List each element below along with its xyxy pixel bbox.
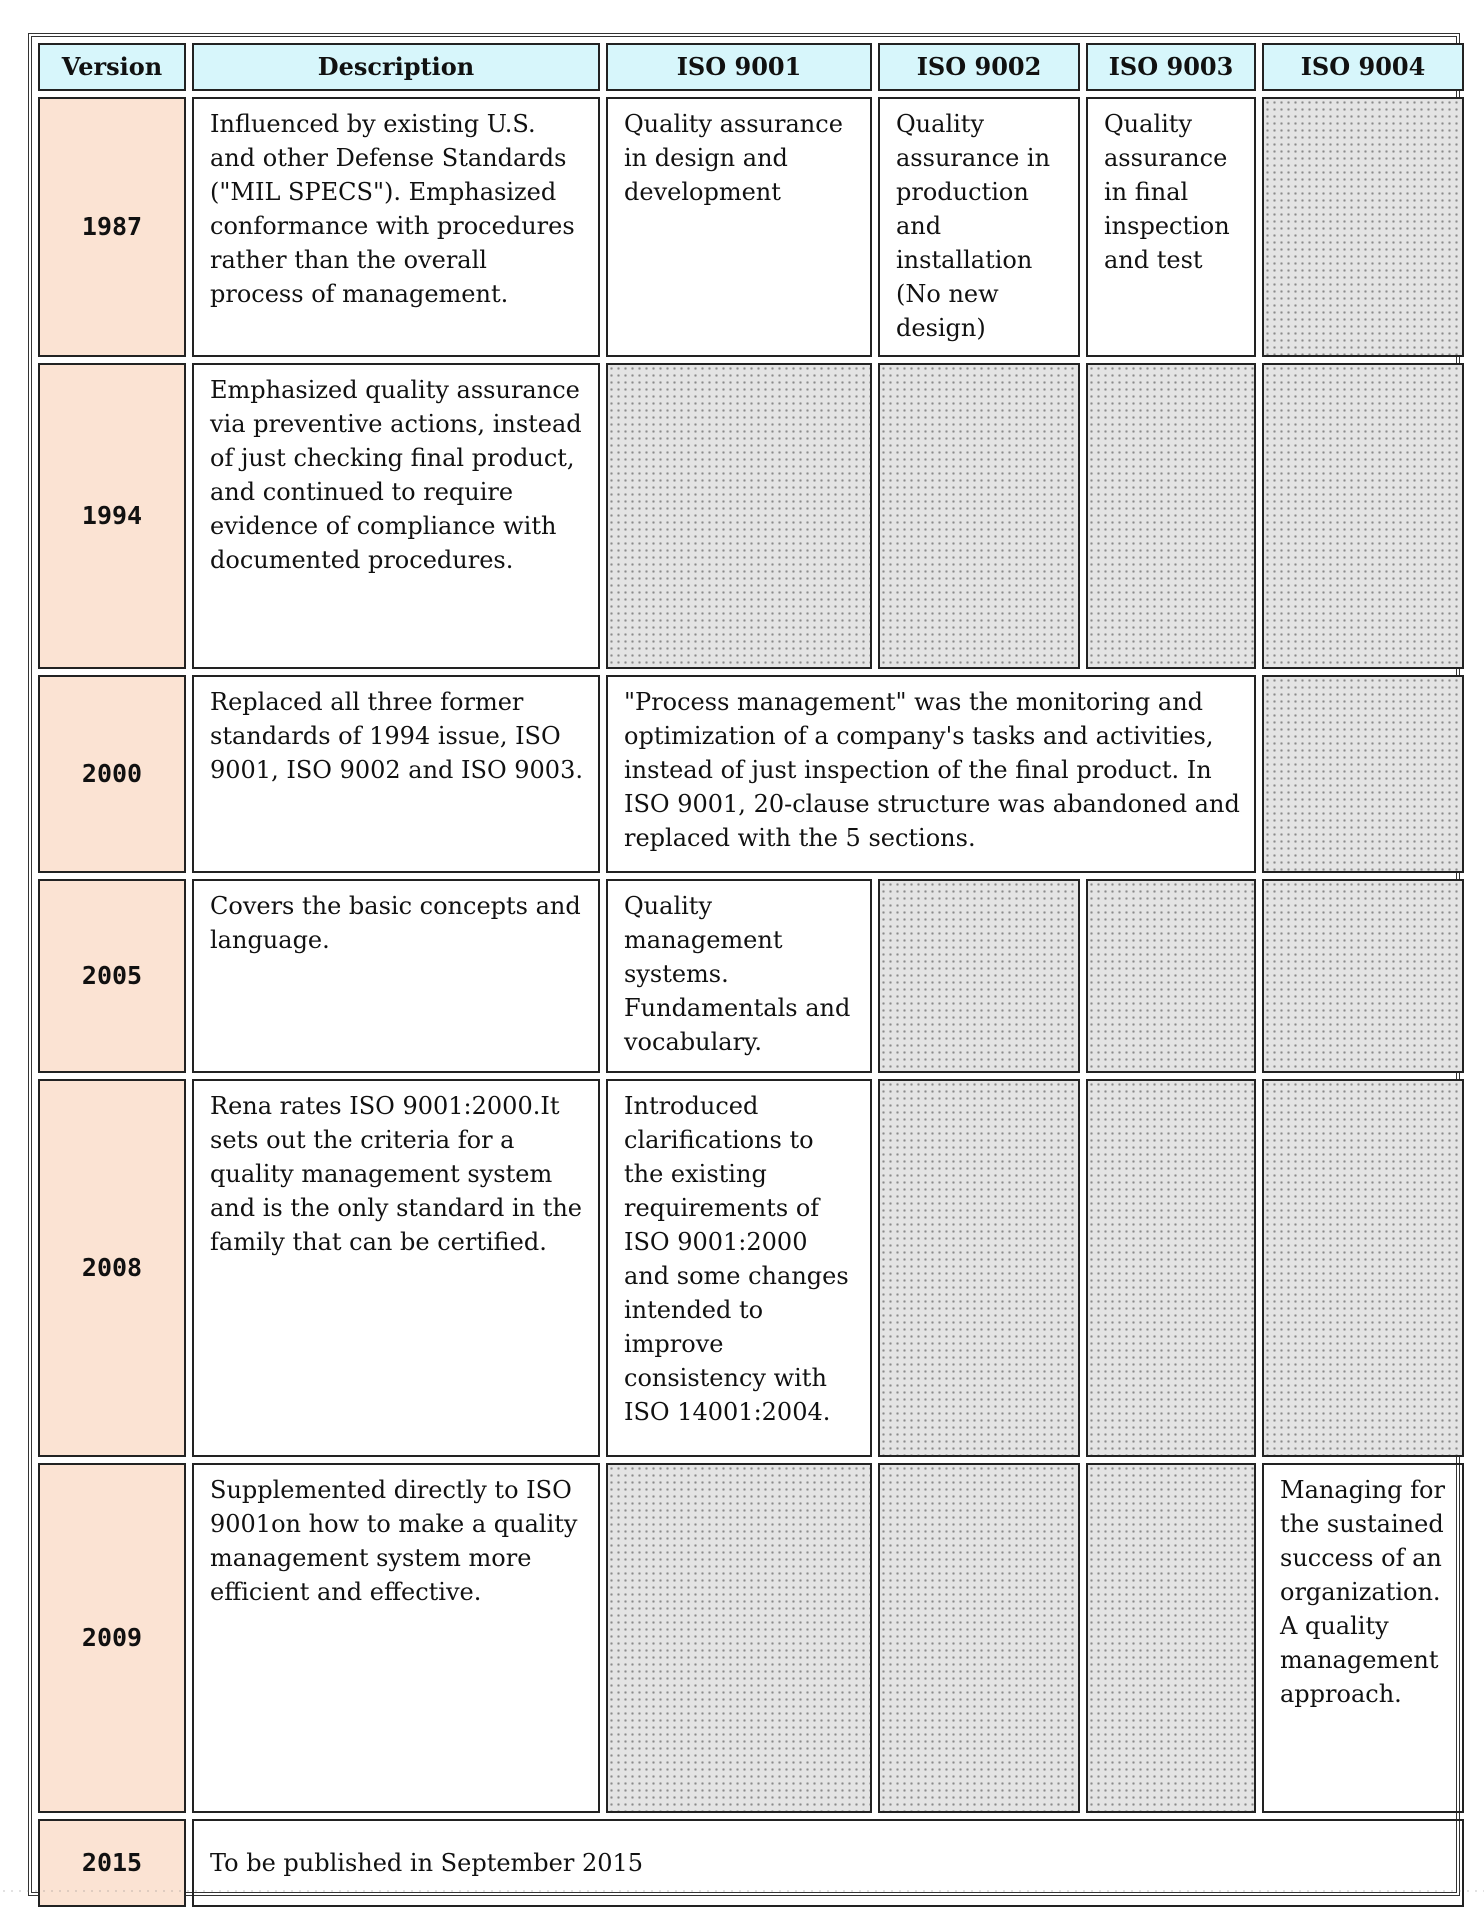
iso-9002-cell: Quality assurance in production and installation (No new design)	[878, 97, 1080, 357]
table-row	[38, 1819, 1464, 1907]
version-cell: 2009	[38, 1463, 186, 1813]
iso-versions-table	[32, 37, 1470, 1913]
iso-9001-cell: Quality management systems. Fundamentals and vocabulary.	[606, 879, 872, 1073]
table-row	[38, 675, 1464, 873]
empty-shaded-cell	[878, 879, 1080, 1073]
iso-versions-table-frame	[28, 33, 1460, 1896]
iso-9001-cell: Introduced clarifications to the existing requirements of ISO 9001:2000 and some changes intended to improve consistency with ISO 14001:2004.	[606, 1079, 872, 1457]
description-cell: Influenced by existing U.S. and other Defense Standards ("MIL SPECS"). Emphasized conformance with procedures rather than the overall process of management.	[192, 97, 600, 357]
description-cell: Rena rates ISO 9001:2000.It sets out the criteria for a quality management system and is the only standard in the family that can be certified.	[192, 1079, 600, 1457]
version-cell: 2008	[38, 1079, 186, 1457]
description-cell: Supplemented directly to ISO 9001on how to make a quality management system more efficient and effective.	[192, 1463, 600, 1813]
empty-shaded-cell	[1262, 1079, 1464, 1457]
empty-shaded-cell	[1262, 97, 1464, 357]
description-cell: Replaced all three former standards of 1994 issue, ISO 9001, ISO 9002 and ISO 9003.	[192, 675, 600, 873]
header-iso-9001: ISO 9001	[606, 43, 872, 91]
description-cell: To be published in September 2015	[192, 1819, 1464, 1907]
table-row	[38, 97, 1464, 357]
description-cell: Emphasized quality assurance via preventive actions, instead of just checking final product, and continued to require evidence of compliance with documented procedures.	[192, 363, 600, 669]
table-row	[38, 1463, 1464, 1813]
version-cell: 1994	[38, 363, 186, 669]
empty-shaded-cell	[1086, 363, 1256, 669]
iso-9001-cell: Quality assurance in design and development	[606, 97, 872, 357]
table-row	[38, 363, 1464, 669]
header-version: Version	[38, 43, 186, 91]
empty-shaded-cell	[1262, 675, 1464, 873]
empty-shaded-cell	[1086, 1463, 1256, 1813]
empty-shaded-cell	[878, 1079, 1080, 1457]
iso-9004-cell: Managing for the sustained success of an organization. A quality management approach.	[1262, 1463, 1464, 1813]
header-row	[38, 43, 1464, 91]
iso-9003-cell: Quality assurance in final inspection and test	[1086, 97, 1256, 357]
empty-shaded-cell	[1262, 363, 1464, 669]
description-cell: Covers the basic concepts and language.	[192, 879, 600, 1073]
empty-shaded-cell	[1086, 879, 1256, 1073]
empty-shaded-cell	[878, 363, 1080, 669]
version-cell: 2015	[38, 1819, 186, 1907]
header-iso-9003: ISO 9003	[1086, 43, 1256, 91]
merged-iso-9001-9003-cell: "Process management" was the monitoring and optimization of a company's tasks and activities, instead of just inspection of the final product. In ISO 9001, 20-clause structure was abandoned and replaced with the 5 sections.	[606, 675, 1256, 873]
empty-shaded-cell	[606, 1463, 872, 1813]
header-description: Description	[192, 43, 600, 91]
table-row	[38, 1079, 1464, 1457]
empty-shaded-cell	[1086, 1079, 1256, 1457]
header-iso-9004: ISO 9004	[1262, 43, 1464, 91]
version-cell: 1987	[38, 97, 186, 357]
version-cell: 2005	[38, 879, 186, 1073]
empty-shaded-cell	[878, 1463, 1080, 1813]
header-iso-9002: ISO 9002	[878, 43, 1080, 91]
version-cell: 2000	[38, 675, 186, 873]
page-dotted-divider	[0, 1890, 1484, 1892]
table-row	[38, 879, 1464, 1073]
empty-shaded-cell	[1262, 879, 1464, 1073]
empty-shaded-cell	[606, 363, 872, 669]
